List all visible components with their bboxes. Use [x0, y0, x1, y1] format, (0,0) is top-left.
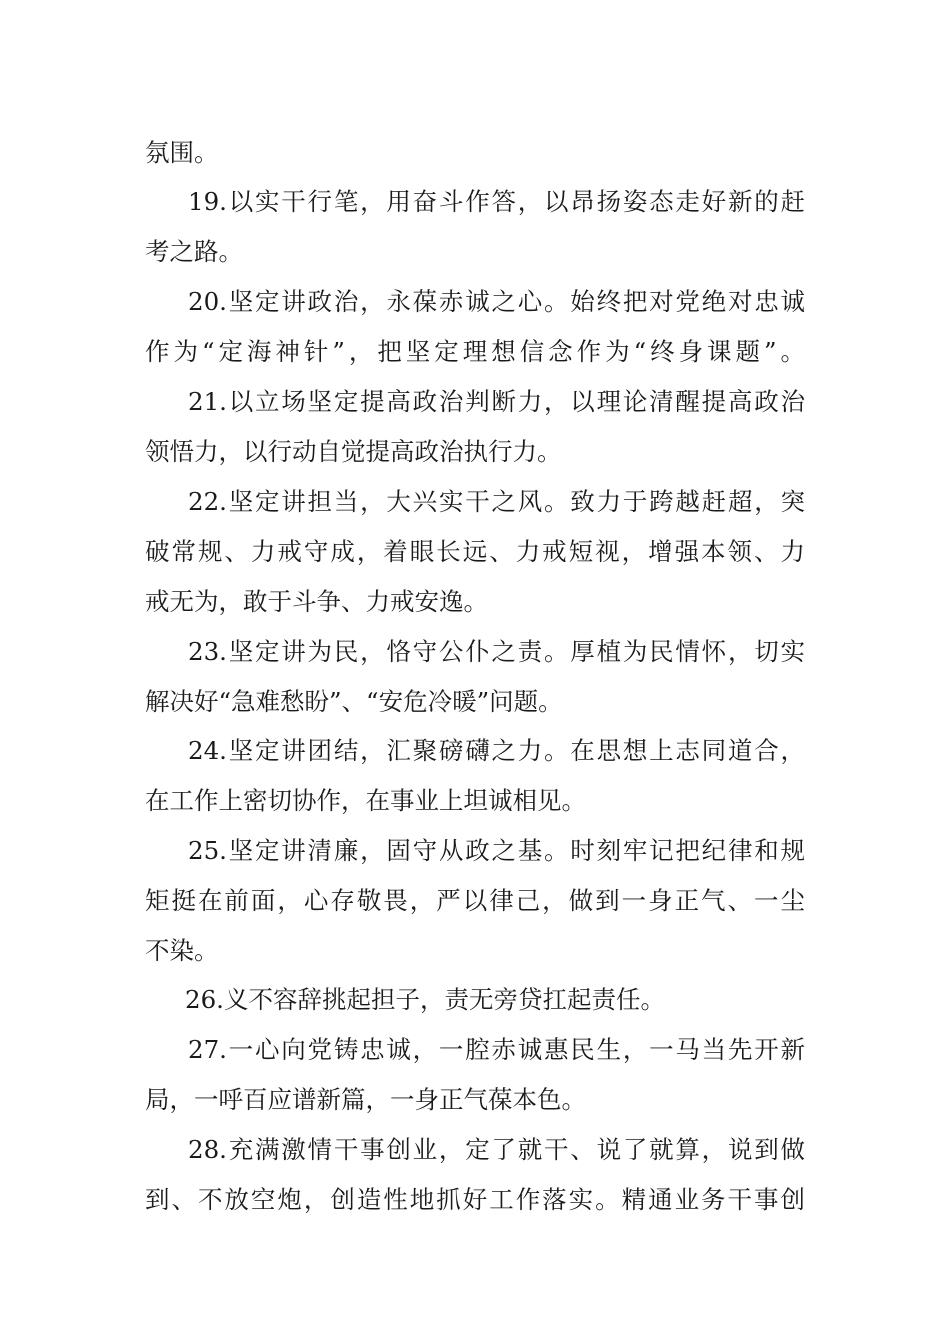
paragraph-27-line-1: 27.一心向党铸忠诚，一腔赤诚惠民生，一马当先开新 [188, 1035, 805, 1064]
paragraph-20-line-2: 作为“定海神针”，把坚定理想信念作为“终身课题”。 [145, 337, 805, 366]
paragraph-19-line-1: 19.以实干行笔，用奋斗作答，以昂扬姿态走好新的赶 [188, 187, 805, 216]
paragraph-25-line-2: 矩挺在前面，心存敬畏，严以律己，做到一身正气、一尘 [145, 886, 805, 915]
paragraph-22-line-2: 破常规、力戒守成，着眼长远、力戒短视，增强本领、力 [145, 537, 805, 566]
paragraph-20-line-1: 20.坚定讲政治，永葆赤诚之心。始终把对党绝对忠诚 [188, 287, 805, 316]
paragraph-21-line-1: 21.以立场坚定提高政治判断力，以理论清醒提高政治 [188, 387, 805, 416]
paragraph-26-line-1: 26.义不容辞挑起担子，责无旁贷扛起责任。 [185, 985, 665, 1014]
paragraph-24-line-1: 24.坚定讲团结，汇聚磅礴之力。在思想上志同道合， [188, 736, 805, 765]
paragraph-27-line-2: 局，一呼百应谱新篇，一身正气葆本色。 [145, 1085, 586, 1114]
paragraph-28-line-1: 28.充满激情干事创业，定了就干、说了就算，说到做 [188, 1135, 805, 1164]
paragraph-23-line-2: 解决好“急难愁盼”、“安危冷暖”问题。 [145, 687, 563, 716]
paragraph-22-line-3: 戒无为，敢于斗争、力戒安逸。 [145, 587, 488, 616]
paragraph-24-line-2: 在工作上密切协作，在事业上坦诚相见。 [145, 786, 586, 815]
paragraph-23-line-1: 23.坚定讲为民，恪守公仆之责。厚植为民情怀，切实 [188, 637, 805, 666]
paragraph-21-line-2: 领悟力，以行动自觉提高政治执行力。 [145, 437, 562, 466]
text-line: 氛围。 [145, 138, 219, 167]
paragraph-22-line-1: 22.坚定讲担当，大兴实干之风。致力于跨越赶超，突 [188, 487, 805, 516]
paragraph-19-line-2: 考之路。 [145, 237, 243, 266]
paragraph-25-line-1: 25.坚定讲清廉，固守从政之基。时刻牢记把纪律和规 [188, 836, 805, 865]
paragraph-25-line-3: 不染。 [145, 936, 219, 965]
paragraph-28-line-2: 到、不放空炮，创造性地抓好工作落实。精通业务干事创 [145, 1185, 805, 1214]
